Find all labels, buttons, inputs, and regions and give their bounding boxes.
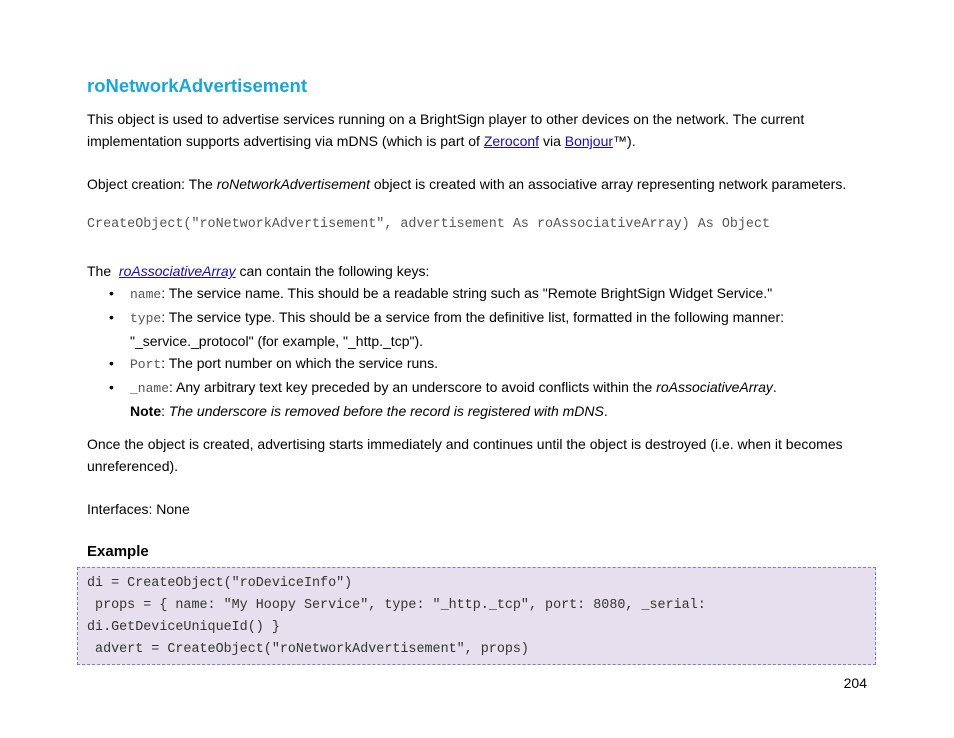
list-item: [87, 352, 877, 376]
key-description: : Any arbitrary text key preceded by an underscore to avoid conflicts within the: [169, 379, 657, 395]
note-text: The underscore is removed before the record is registered with mDNS: [168, 403, 604, 419]
intro-text-3: ™).: [613, 133, 636, 149]
bullet-icon: •: [109, 355, 114, 371]
bullet-icon: •: [109, 309, 114, 325]
key-end: .: [772, 379, 777, 395]
keys-intro-prefix: The: [87, 263, 119, 279]
example-heading: Example: [87, 543, 149, 560]
create-object-signature: CreateObject("roNetworkAdvertisement", advertisement As roAssociativeArray) As Object: [87, 217, 771, 232]
creation-object-name: roNetworkAdvertisement: [216, 176, 370, 192]
key-description: : The service name. This should be a readable string such as "Remote BrightSign Widget Service.": [161, 285, 773, 301]
code-line: props = { name: "My Hoopy Service", type: "_http._tcp", port: 8080, _serial:: [87, 598, 706, 613]
intro-text-1: This object is used to advertise services running on a BrightSign player to other devices on the network. The current implementation supports advertising via mDNS (which is part of: [87, 111, 805, 149]
key-italic: roAssociativeArray: [656, 379, 773, 395]
lifecycle-paragraph: Once the object is created, advertising starts immediately and continues until the object is destroyed (i.e. when it becomes unreferenced).: [87, 436, 843, 474]
keys-list: [87, 282, 877, 422]
keys-intro-suffix: can contain the following keys:: [235, 263, 430, 279]
code-line: advert = CreateObject("roNetworkAdvertisement", props): [87, 642, 529, 657]
creation-prefix: Object creation: The: [87, 176, 217, 192]
code-line: di = CreateObject("roDeviceInfo"): [87, 576, 353, 591]
zeroconf-link[interactable]: Zeroconf: [483, 133, 540, 149]
page-title: roNetworkAdvertisement: [87, 75, 308, 96]
key-code: name: [130, 287, 162, 302]
key-code: Port: [130, 357, 162, 372]
bullet-icon: •: [109, 285, 114, 301]
list-item: [87, 376, 877, 422]
example-code-block: [77, 567, 876, 665]
roassociativearray-link[interactable]: roAssociativeArray: [118, 263, 236, 279]
key-description: : The port number on which the service runs.: [161, 355, 438, 371]
note-sep: :: [161, 403, 169, 419]
note-end: .: [603, 403, 608, 419]
note-label: Note: [130, 403, 162, 419]
interfaces-paragraph: Interfaces: None: [87, 501, 190, 517]
creation-suffix: object is created with an associative array representing network parameters.: [369, 176, 847, 192]
page-number: 204: [843, 675, 867, 691]
list-item: [87, 306, 877, 352]
keys-intro: [87, 260, 429, 282]
key-description: : The service type. This should be a service from the definitive list, formatted in the following manner: "_service._protocol" (for example, "_http._tcp").: [130, 309, 784, 349]
list-item: [87, 282, 877, 306]
creation-paragraph: [87, 173, 887, 195]
intro-paragraph: [87, 108, 877, 152]
key-code: _name: [130, 381, 170, 396]
code-line: di.GetDeviceUniqueId() }: [87, 620, 280, 635]
intro-text-2: via: [539, 133, 565, 149]
bonjour-link[interactable]: Bonjour: [564, 133, 614, 149]
bullet-icon: •: [109, 379, 114, 395]
key-code: type: [130, 311, 162, 326]
